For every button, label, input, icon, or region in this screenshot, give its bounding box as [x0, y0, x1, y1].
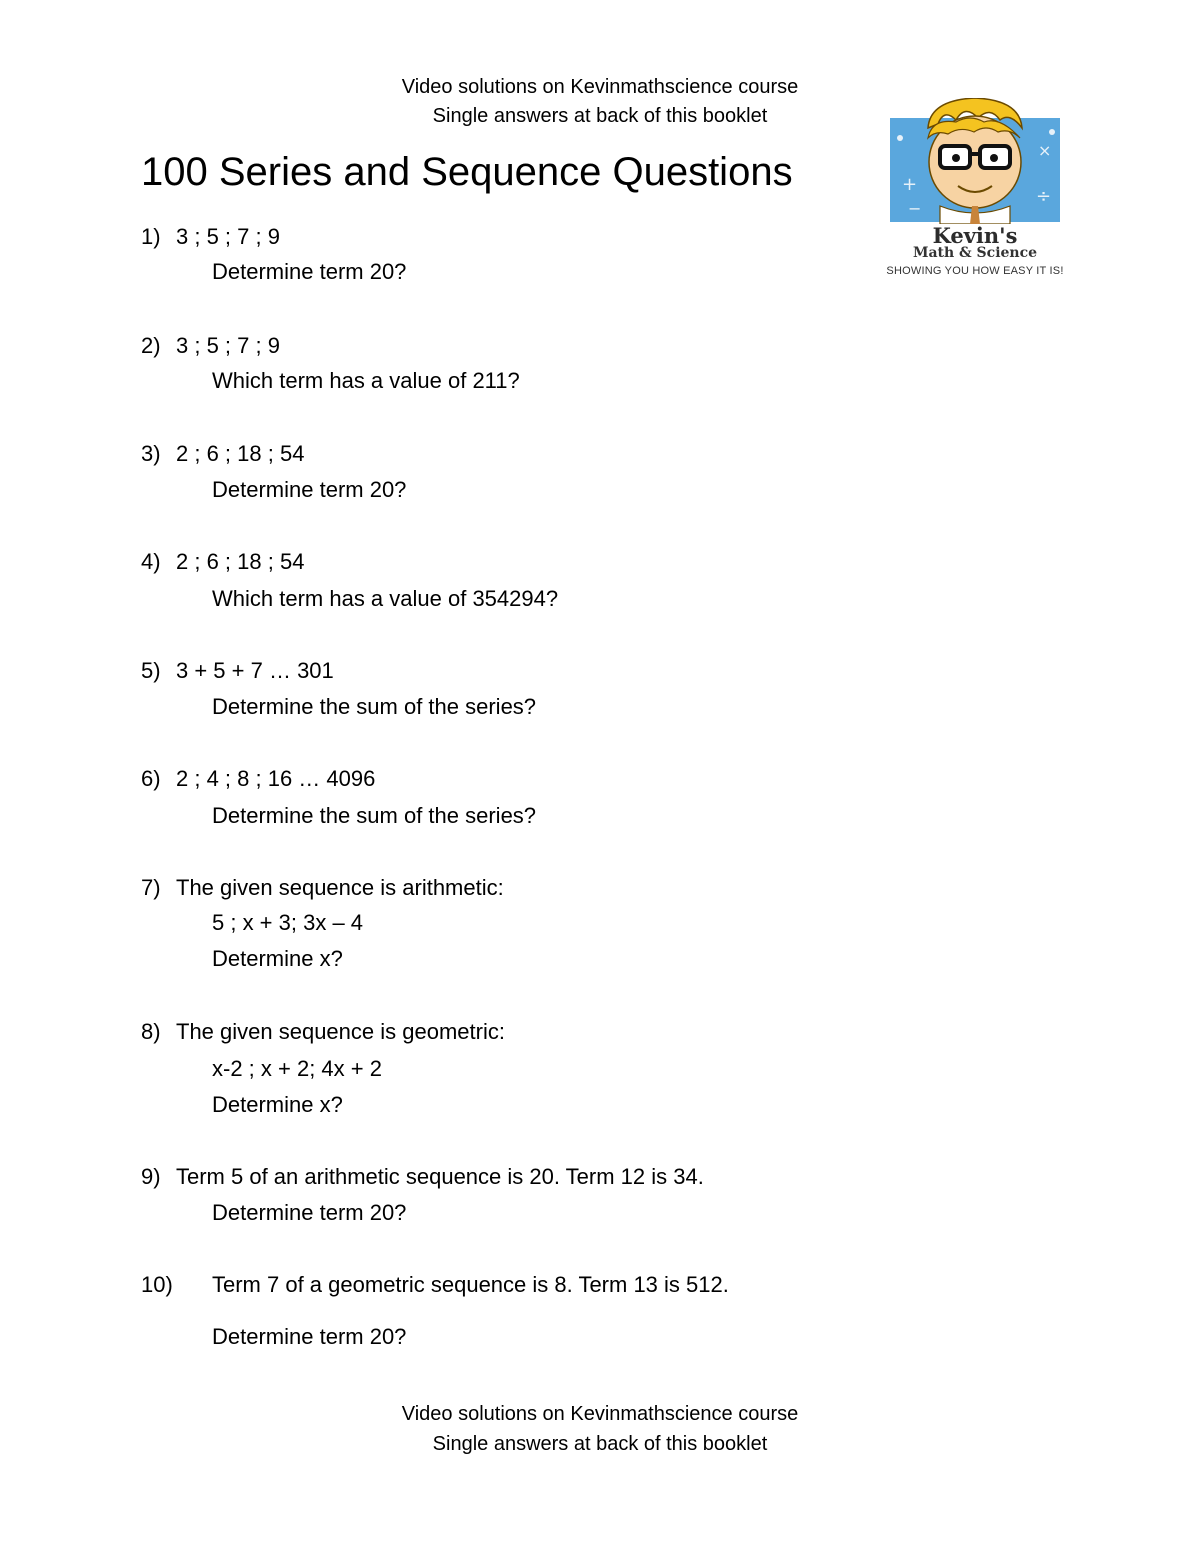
question-prompt: Determine term 20? [212, 477, 407, 502]
question-sequence: x-2 ; x + 2; 4x + 2 [212, 1056, 382, 1081]
question-number: 7) [141, 875, 161, 900]
footer-line-1: Video solutions on Kevinmathscience course [401, 1403, 799, 1425]
question-number: 4) [141, 549, 161, 574]
question-prompt: Which term has a value of 354294? [212, 586, 559, 611]
question-statement: The given sequence is arithmetic: [176, 875, 504, 900]
question-sequence: 2 ; 6 ; 18 ; 54 [176, 441, 305, 466]
question-number: 2) [141, 333, 161, 358]
question-statement: Term 5 of an arithmetic sequence is 20. Term 12 is 34. [176, 1164, 704, 1189]
question-number: 6) [141, 766, 161, 791]
svg-text:×: × [1038, 141, 1052, 160]
question-prompt: Determine term 20? [212, 1324, 407, 1349]
question-number: 3) [141, 441, 161, 466]
question-prompt: Determine the sum of the series? [212, 694, 537, 719]
svg-text:+: + [902, 174, 918, 195]
svg-text:−: − [908, 199, 922, 218]
question-number: 1) [141, 224, 161, 249]
cartoon-kid-with-glasses-icon [860, 98, 1090, 224]
question-prompt: Determine the sum of the series? [212, 803, 537, 828]
question-statement: Term 7 of a geometric sequence is 8. Term 13 is 512. [212, 1272, 729, 1297]
question-sequence: 3 ; 5 ; 7 ; 9 [176, 224, 280, 249]
question-sequence: 2 ; 4 ; 8 ; 16 … 4096 [176, 766, 376, 791]
question-number: 10) [141, 1272, 173, 1297]
header-line-1: Video solutions on Kevinmathscience course [401, 76, 799, 98]
question-prompt: Determine x? [212, 1092, 343, 1117]
logo [860, 98, 1090, 284]
question-number: 9) [141, 1164, 161, 1189]
question-statement: The given sequence is geometric: [176, 1019, 505, 1044]
svg-text:÷: ÷ [1036, 186, 1052, 207]
header-line-2: Single answers at back of this booklet [432, 105, 768, 127]
question-sequence: 2 ; 6 ; 18 ; 54 [176, 549, 305, 574]
question-number: 5) [141, 658, 161, 683]
question-prompt: Determine term 20? [212, 259, 407, 284]
question-prompt: Which term has a value of 211? [212, 368, 520, 393]
logo-tagline: SHOWING YOU HOW EASY IT IS! [886, 265, 1064, 277]
question-number: 8) [141, 1019, 161, 1044]
question-prompt: Determine term 20? [212, 1200, 407, 1225]
footer-line-2: Single answers at back of this booklet [432, 1433, 768, 1455]
question-sequence: 5 ; x + 3; 3x – 4 [212, 910, 364, 935]
page-title: 100 Series and Sequence Questions [141, 150, 793, 194]
logo-name: Kevin's [932, 223, 1018, 248]
question-sequence: 3 ; 5 ; 7 ; 9 [176, 333, 280, 358]
logo-subtitle: Math & Science [912, 245, 1038, 261]
question-sequence: 3 + 5 + 7 … 301 [176, 658, 334, 683]
question-prompt: Determine x? [212, 946, 343, 971]
